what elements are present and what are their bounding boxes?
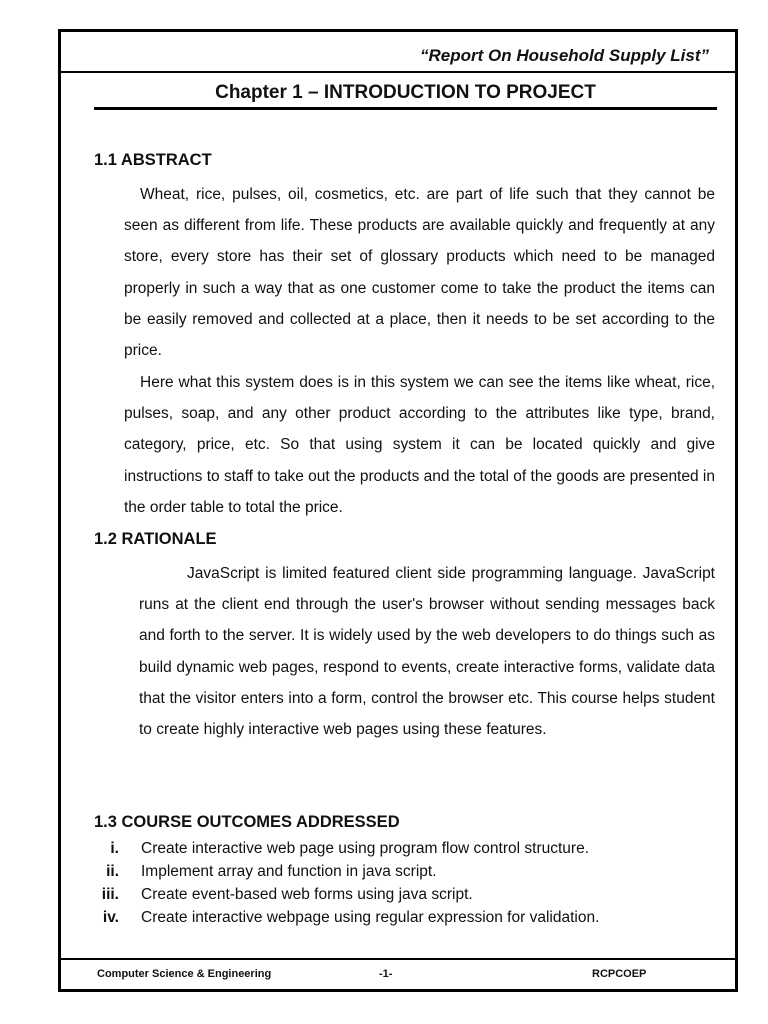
list-number: iv. bbox=[102, 909, 119, 926]
list-text: Implement array and function in java script. bbox=[141, 863, 437, 880]
list-number: iii. bbox=[101, 886, 119, 903]
list-text: Create interactive web page using program flow control structure. bbox=[141, 840, 589, 857]
outcomes-list bbox=[89, 840, 715, 932]
rationale-heading: 1.2 RATIONALE bbox=[94, 530, 217, 548]
chapter-underline bbox=[94, 107, 717, 110]
list-item bbox=[89, 886, 715, 909]
footer-department: Computer Science & Engineering bbox=[97, 968, 272, 980]
footer-divider bbox=[61, 958, 735, 960]
list-text: Create event-based web forms using java script. bbox=[141, 886, 473, 903]
list-number: i. bbox=[110, 840, 119, 857]
header-divider bbox=[61, 71, 735, 73]
abstract-paragraph-1: Wheat, rice, pulses, oil, cosmetics, etc. are part of life such that they cannot be seen as different from life. These products are available quickly and frequently at any store, every store has their set of glossary products which need to be managed properly in such a way that as one customer come to take the product the items can be easily removed and collected at a place, then it needs to be set according to the price. bbox=[124, 186, 715, 360]
page-border bbox=[58, 29, 738, 992]
abstract-heading: 1.1 ABSTRACT bbox=[94, 151, 212, 169]
footer-college: RCPCOEP bbox=[592, 968, 647, 980]
list-item bbox=[89, 909, 715, 932]
abstract-paragraph-2: Here what this system does is in this system we can see the items like wheat, rice, pulses, soap, and any other product according to the attributes like type, brand, category, price, etc. So that using system it can be located quickly and give instructions to staff to take out the products and the total of the goods are presented in the order table to total the price. bbox=[124, 374, 715, 516]
list-number: ii. bbox=[106, 863, 119, 880]
list-item bbox=[89, 840, 715, 863]
list-item bbox=[89, 863, 715, 886]
report-title: “Report On Household Supply List” bbox=[420, 46, 709, 65]
list-text: Create interactive webpage using regular expression for validation. bbox=[141, 909, 600, 926]
chapter-title: Chapter 1 – INTRODUCTION TO PROJECT bbox=[215, 82, 596, 103]
footer-page-number: -1- bbox=[379, 968, 393, 980]
rationale-paragraph: JavaScript is limited featured client side programming language. JavaScript runs at the client end through the user's browser without sending messages back and forth to the server. It is widely used by the web developers to do things such as build dynamic web pages, respond to events, create interactive forms, validate data that the visitor enters into a form, control the browser etc. This course helps student to create highly interactive web pages using these features. bbox=[139, 565, 715, 739]
outcomes-heading: 1.3 COURSE OUTCOMES ADDRESSED bbox=[94, 813, 400, 831]
